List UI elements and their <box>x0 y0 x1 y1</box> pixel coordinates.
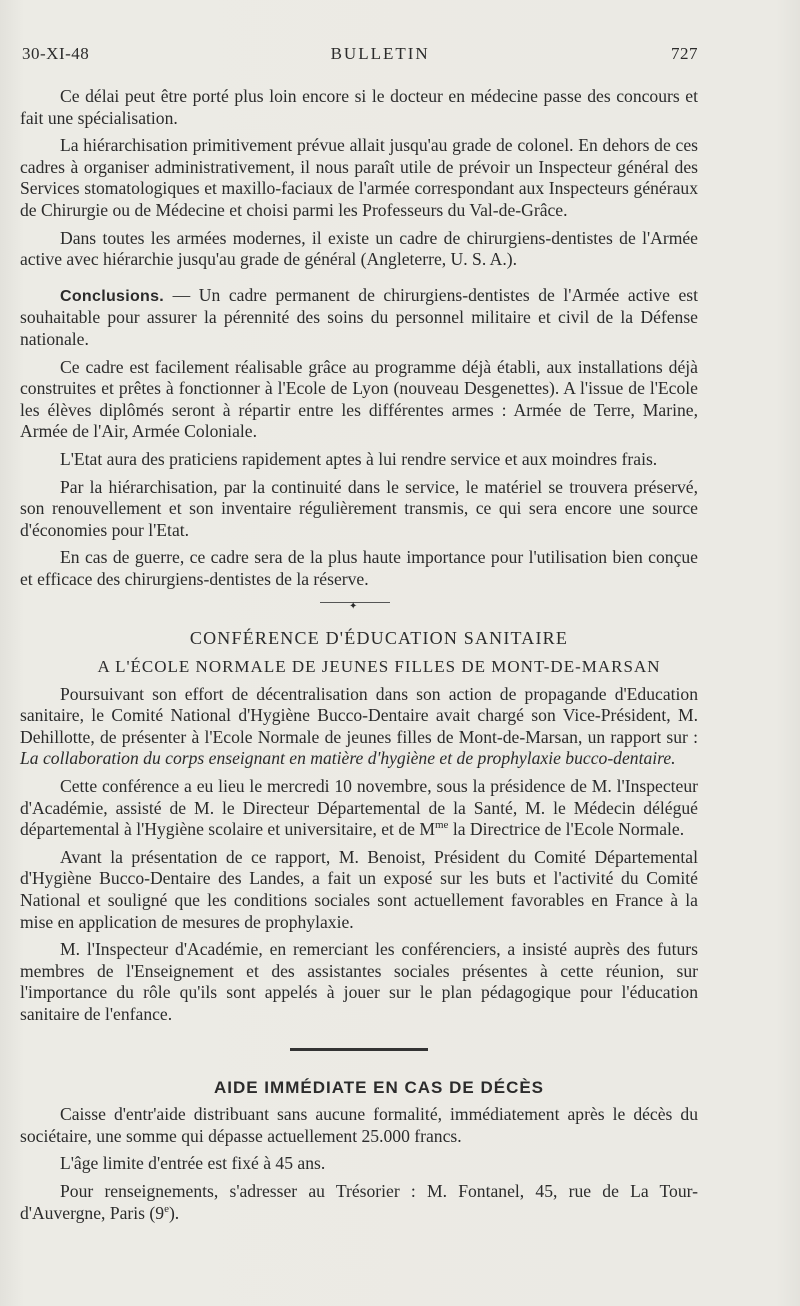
page-number: 727 <box>670 44 698 63</box>
paragraph: Caisse d'entr'aide distribuant sans aucune formalité, immédiatement après le décès du sociétaire, une somme qui dépasse actuellement 25.000 francs. <box>20 1104 698 1146</box>
header-date: 30-XI-48 <box>22 44 90 63</box>
section-divider <box>290 1048 428 1051</box>
paragraph: L'Etat aura des praticiens rapidement aptes à lui rendre service et aux moindres frais. <box>60 448 658 469</box>
paragraph <box>20 1181 698 1224</box>
paragraph <box>20 684 698 770</box>
header-title: BULLETIN <box>330 44 430 63</box>
paragraph: Ce cadre est facilement réalisable grâce au programme déjà établi, aux installations déjà construites et prêtes à fonctionner à l'Ecole de Lyon (nouveau Desgenettes). A l'issue de l'Ecole les élèves diplômés seront à répartir entre les différentes armes : Armée de Terre, Marine, Armée de l'Air, Armée Coloniale. <box>20 356 698 442</box>
paragraph: L'âge limite d'entrée est fixé à 45 ans. <box>60 1153 326 1174</box>
star-ornament-icon: ✦ <box>349 601 358 613</box>
aide-title: AIDE IMMÉDIATE EN CAS DE DÉCÈS <box>213 1077 545 1097</box>
section-separator <box>20 596 698 618</box>
conclusions-text: — Un cadre permanent de chirurgiens-dentistes de l'Armée active est souhaitable pour assurer la pérennité des soins du personnel militaire et civil de la Défense nationale. <box>20 284 698 349</box>
conclusions-lead: Conclusions. <box>60 287 165 305</box>
paragraph: Par la hiérarchisation, par la continuité dans le service, le matériel se trouvera préservé, son renouvellement et son inventaire régulièrement transmis, ce qui sera encore une source d'économies pour l'Etat. <box>20 476 698 540</box>
superscript: e <box>164 1202 169 1215</box>
page-header <box>22 44 698 64</box>
paragraph-text: Cette conférence a eu lieu le mercredi 10 novembre, sous la présidence de M. l'Inspecteur d'Académie, assisté de M. le Directeur Départemental de la Santé, M. le Médecin délégué départemental à l'Hygiène scolaire et universitaire, et de M <box>20 776 698 840</box>
report-title: La collaboration du corps enseignant en matière d'hygiène et de prophylaxie bucco-dentaire. <box>20 748 676 769</box>
paragraph: Dans toutes les armées modernes, il existe un cadre de chirurgiens-dentistes de l'Armée active avec hiérarchie jusqu'au grade de général (Angleterre, U. S. A.). <box>20 227 698 270</box>
superscript: me <box>434 819 449 832</box>
paragraph-text: la Directrice de l'Ecole Normale. <box>448 819 685 840</box>
paragraph-text: Poursuivant son effort de décentralisation dans son action de propagande d'Education sanitaire, le Comité National d'Hygiène Bucco-Dentaire avait chargé son Vice-Président, M. Dehillotte, de présenter à l'Ecole Normale de jeunes filles de Mont-de-Marsan, un rapport sur : <box>20 683 698 747</box>
paragraph: La hiérarchisation primitivement prévue allait jusqu'au grade de colonel. En dehors de ces cadres à organiser administrativement, il nous paraît utile de prévoir un Inspecteur général des Services stomatologiques et maxillo-faciaux de l'armée correspondant aux Inspecteurs généraux de Chirurgie ou de Médecine et choisi parmi les Professeurs du Val-de-Grâce. <box>20 135 698 220</box>
conclusions-paragraph <box>20 285 698 351</box>
paragraph: Avant la présentation de ce rapport, M. Benoist, Président du Comité Départemental d'Hygiène Bucco-Dentaire des Landes, a fait un exposé sur les buts et l'activité du Comité National et souligné que les conditions sociales sont actuellement favorables en France à la mise en application de mesures de prophylaxie. <box>20 846 698 932</box>
body-text <box>20 86 698 1230</box>
paragraph: M. l'Inspecteur d'Académie, en remerciant les conférenciers, a insisté auprès des futurs membres de l'Enseignement et des assistantes sociales présentes à cette réunion, sur l'importance du rôle qu'ils sont appelés à jouer sur le plan pédagogique pour l'éducation sanitaire de l'enfance. <box>20 939 698 1024</box>
conference-subtitle: A L'ÉCOLE NORMALE DE JEUNES FILLES DE MONT-DE-MARSAN <box>97 657 661 677</box>
paragraph <box>20 776 698 841</box>
conference-title: CONFÉRENCE D'ÉDUCATION SANITAIRE <box>189 628 569 649</box>
paragraph: Ce délai peut être porté plus loin encore si le docteur en médecine passe des concours et fait une spécialisation. <box>20 86 698 128</box>
paragraph-text: Pour renseignements, s'adresser au Trésorier : M. Fontanel, 45, rue de La Tour-d'Auvergne, Paris (9 <box>20 1180 698 1223</box>
paragraph: En cas de guerre, ce cadre sera de la plus haute importance pour l'utilisation bien conçue et efficace des chirurgiens-dentistes de la réserve. <box>20 547 698 589</box>
paragraph-text: ). <box>168 1202 180 1223</box>
